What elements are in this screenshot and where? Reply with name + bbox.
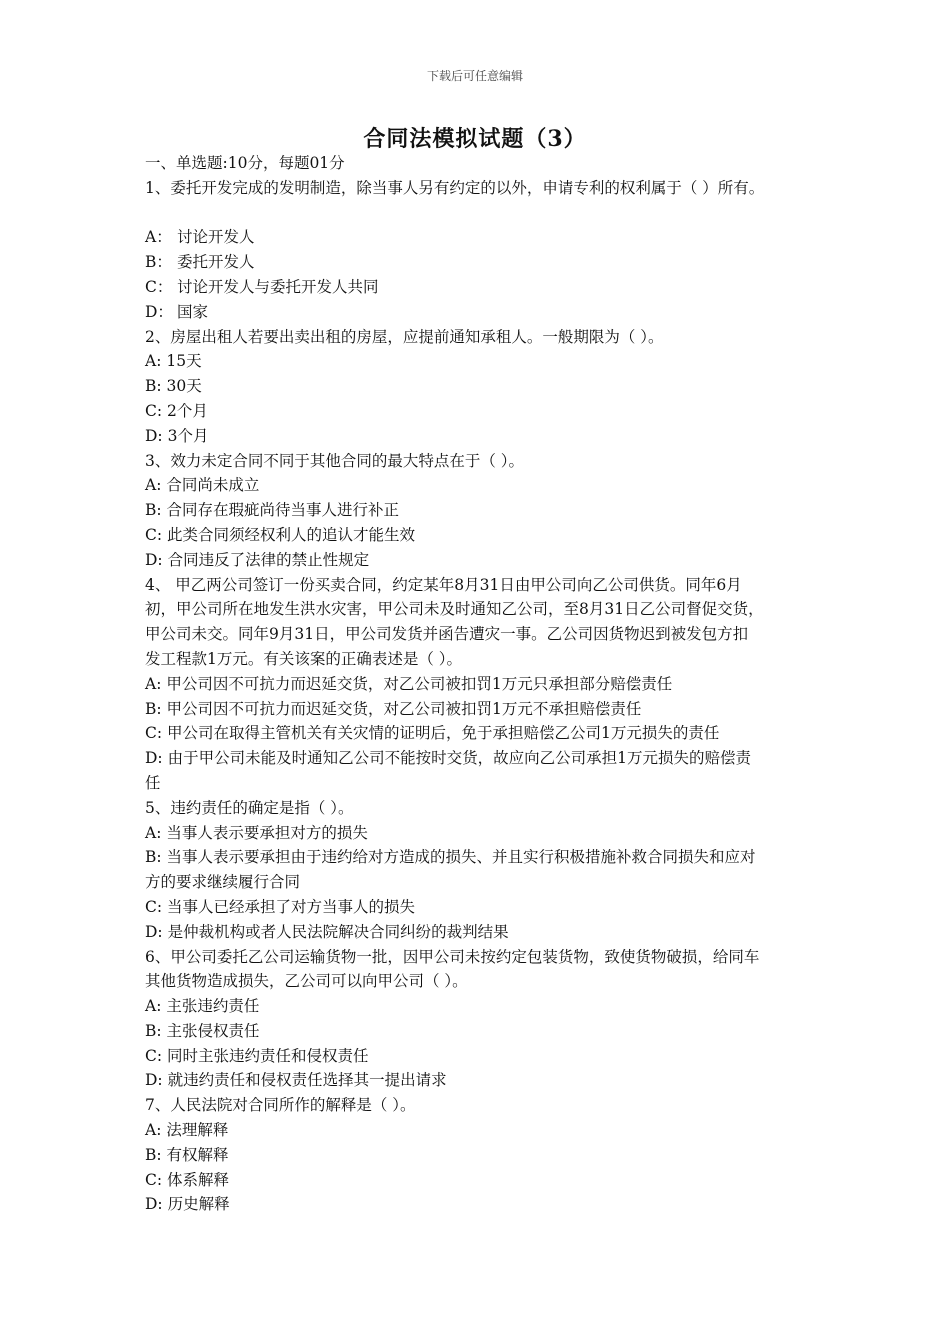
option-text: 讨论开发人与委托开发人共同 — [177, 277, 379, 296]
blank-line — [145, 201, 825, 226]
option-label: D： — [145, 302, 173, 321]
question-stem-continued: 初，甲公司所在地发生洪水灾害，甲公司未及时通知乙公司，至8月31日乙公司督促交货， — [145, 600, 764, 619]
option-text: 讨论开发人 — [177, 228, 255, 247]
answer-option: C: 此类合同须经权利人的追认才能生效 — [145, 525, 416, 544]
option-text: 国家 — [177, 302, 209, 321]
question-stem: 3、效力未定合同不同于其他合同的最大特点在于（ ）。 — [145, 451, 525, 470]
answer-option: D: 合同违反了法律的禁止性规定 — [145, 550, 370, 569]
option-label: C： — [145, 277, 173, 296]
answer-option: C: 同时主张违约责任和侵权责任 — [145, 1046, 369, 1065]
answer-option: C: 甲公司在取得主管机关有关灾情的证明后，免于承担赔偿乙公司1万元损失的责任 — [145, 724, 720, 743]
answer-option — [145, 250, 825, 275]
answer-option: B: 合同存在瑕疵尚待当事人进行补正 — [145, 501, 400, 520]
answer-option: B: 当事人表示要承担由于违约给对方造成的损失、并且实行积极措施补救合同损失和应对 — [145, 848, 756, 867]
answer-option-continued: 任 — [145, 773, 161, 792]
answer-option: A: 15天 — [145, 352, 202, 371]
question-stem: 5、违约责任的确定是指（ ）。 — [145, 798, 354, 817]
page-title: 合同法模拟试题（3） — [363, 126, 587, 152]
question-stem: 7、人民法院对合同所作的解释是（ ）。 — [145, 1096, 416, 1115]
answer-option: B: 有权解释 — [145, 1145, 229, 1164]
question-stem: 2、房屋出租人若要出卖出租的房屋，应提前通知承租人。一般期限为（ ）。 — [145, 327, 664, 346]
answer-option: C: 当事人已经承担了对方当事人的损失 — [145, 897, 416, 916]
section-heading: 一、单选题:10分，每题01分 — [145, 154, 345, 172]
question-stem-continued: 甲公司未交。同年9月31日，甲公司发货并函告遭灾一事。乙公司因货物迟到被发包方扣 — [145, 625, 749, 644]
answer-option: D: 是仲裁机构或者人民法院解决合同纠纷的裁判结果 — [145, 922, 509, 941]
question-stem: 6、甲公司委托乙公司运输货物一批，因甲公司未按约定包装货物，致使货物破损，给同车 — [145, 947, 760, 966]
question-stem-continued: 发工程款1万元。有关该案的正确表述是（ ）。 — [145, 649, 463, 668]
answer-option: D: 就违约责任和侵权责任选择其一提出请求 — [145, 1071, 447, 1090]
answer-option: D: 由于甲公司未能及时通知乙公司不能按时交货，故应向乙公司承担1万元损失的赔偿责 — [145, 749, 751, 768]
question-stem-continued: 其他货物造成损失，乙公司可以向甲公司（ ）。 — [145, 972, 468, 991]
question-list — [145, 151, 825, 1217]
question-stem: 4、 甲乙两公司签订一份买卖合同，约定某年8月31日由甲公司向乙公司供货。同年6月 — [145, 575, 742, 594]
answer-option: A: 当事人表示要承担对方的损失 — [145, 823, 368, 842]
answer-option — [145, 225, 825, 250]
answer-option: D: 历史解释 — [145, 1195, 230, 1214]
option-text: 委托开发人 — [177, 253, 255, 272]
answer-option: A: 甲公司因不可抗力而迟延交货，对乙公司被扣罚1万元只承担部分赔偿责任 — [145, 674, 673, 693]
answer-option: B: 甲公司因不可抗力而迟延交货，对乙公司被扣罚1万元不承担赔偿责任 — [145, 699, 642, 718]
answer-option: A: 主张违约责任 — [145, 997, 260, 1016]
answer-option: B: 30天 — [145, 377, 202, 396]
question-stem: 1、委托开发完成的发明制造，除当事人另有约定的以外，申请专利的权利属于（ ）所有。 — [145, 178, 765, 197]
option-label: A： — [145, 228, 172, 247]
answer-option: C: 体系解释 — [145, 1170, 230, 1189]
answer-option: A: 合同尚未成立 — [145, 476, 260, 495]
download-note: 下载后可任意编辑 — [426, 69, 523, 83]
answer-option: D: 3个月 — [145, 426, 209, 445]
answer-option — [145, 275, 825, 300]
answer-option: A: 法理解释 — [145, 1121, 229, 1140]
answer-option: C: 2个月 — [145, 401, 208, 420]
option-label: B： — [145, 253, 172, 272]
answer-option-continued: 方的要求继续履行合同 — [145, 873, 301, 892]
answer-option: B: 主张侵权责任 — [145, 1021, 260, 1040]
answer-option — [145, 300, 825, 325]
